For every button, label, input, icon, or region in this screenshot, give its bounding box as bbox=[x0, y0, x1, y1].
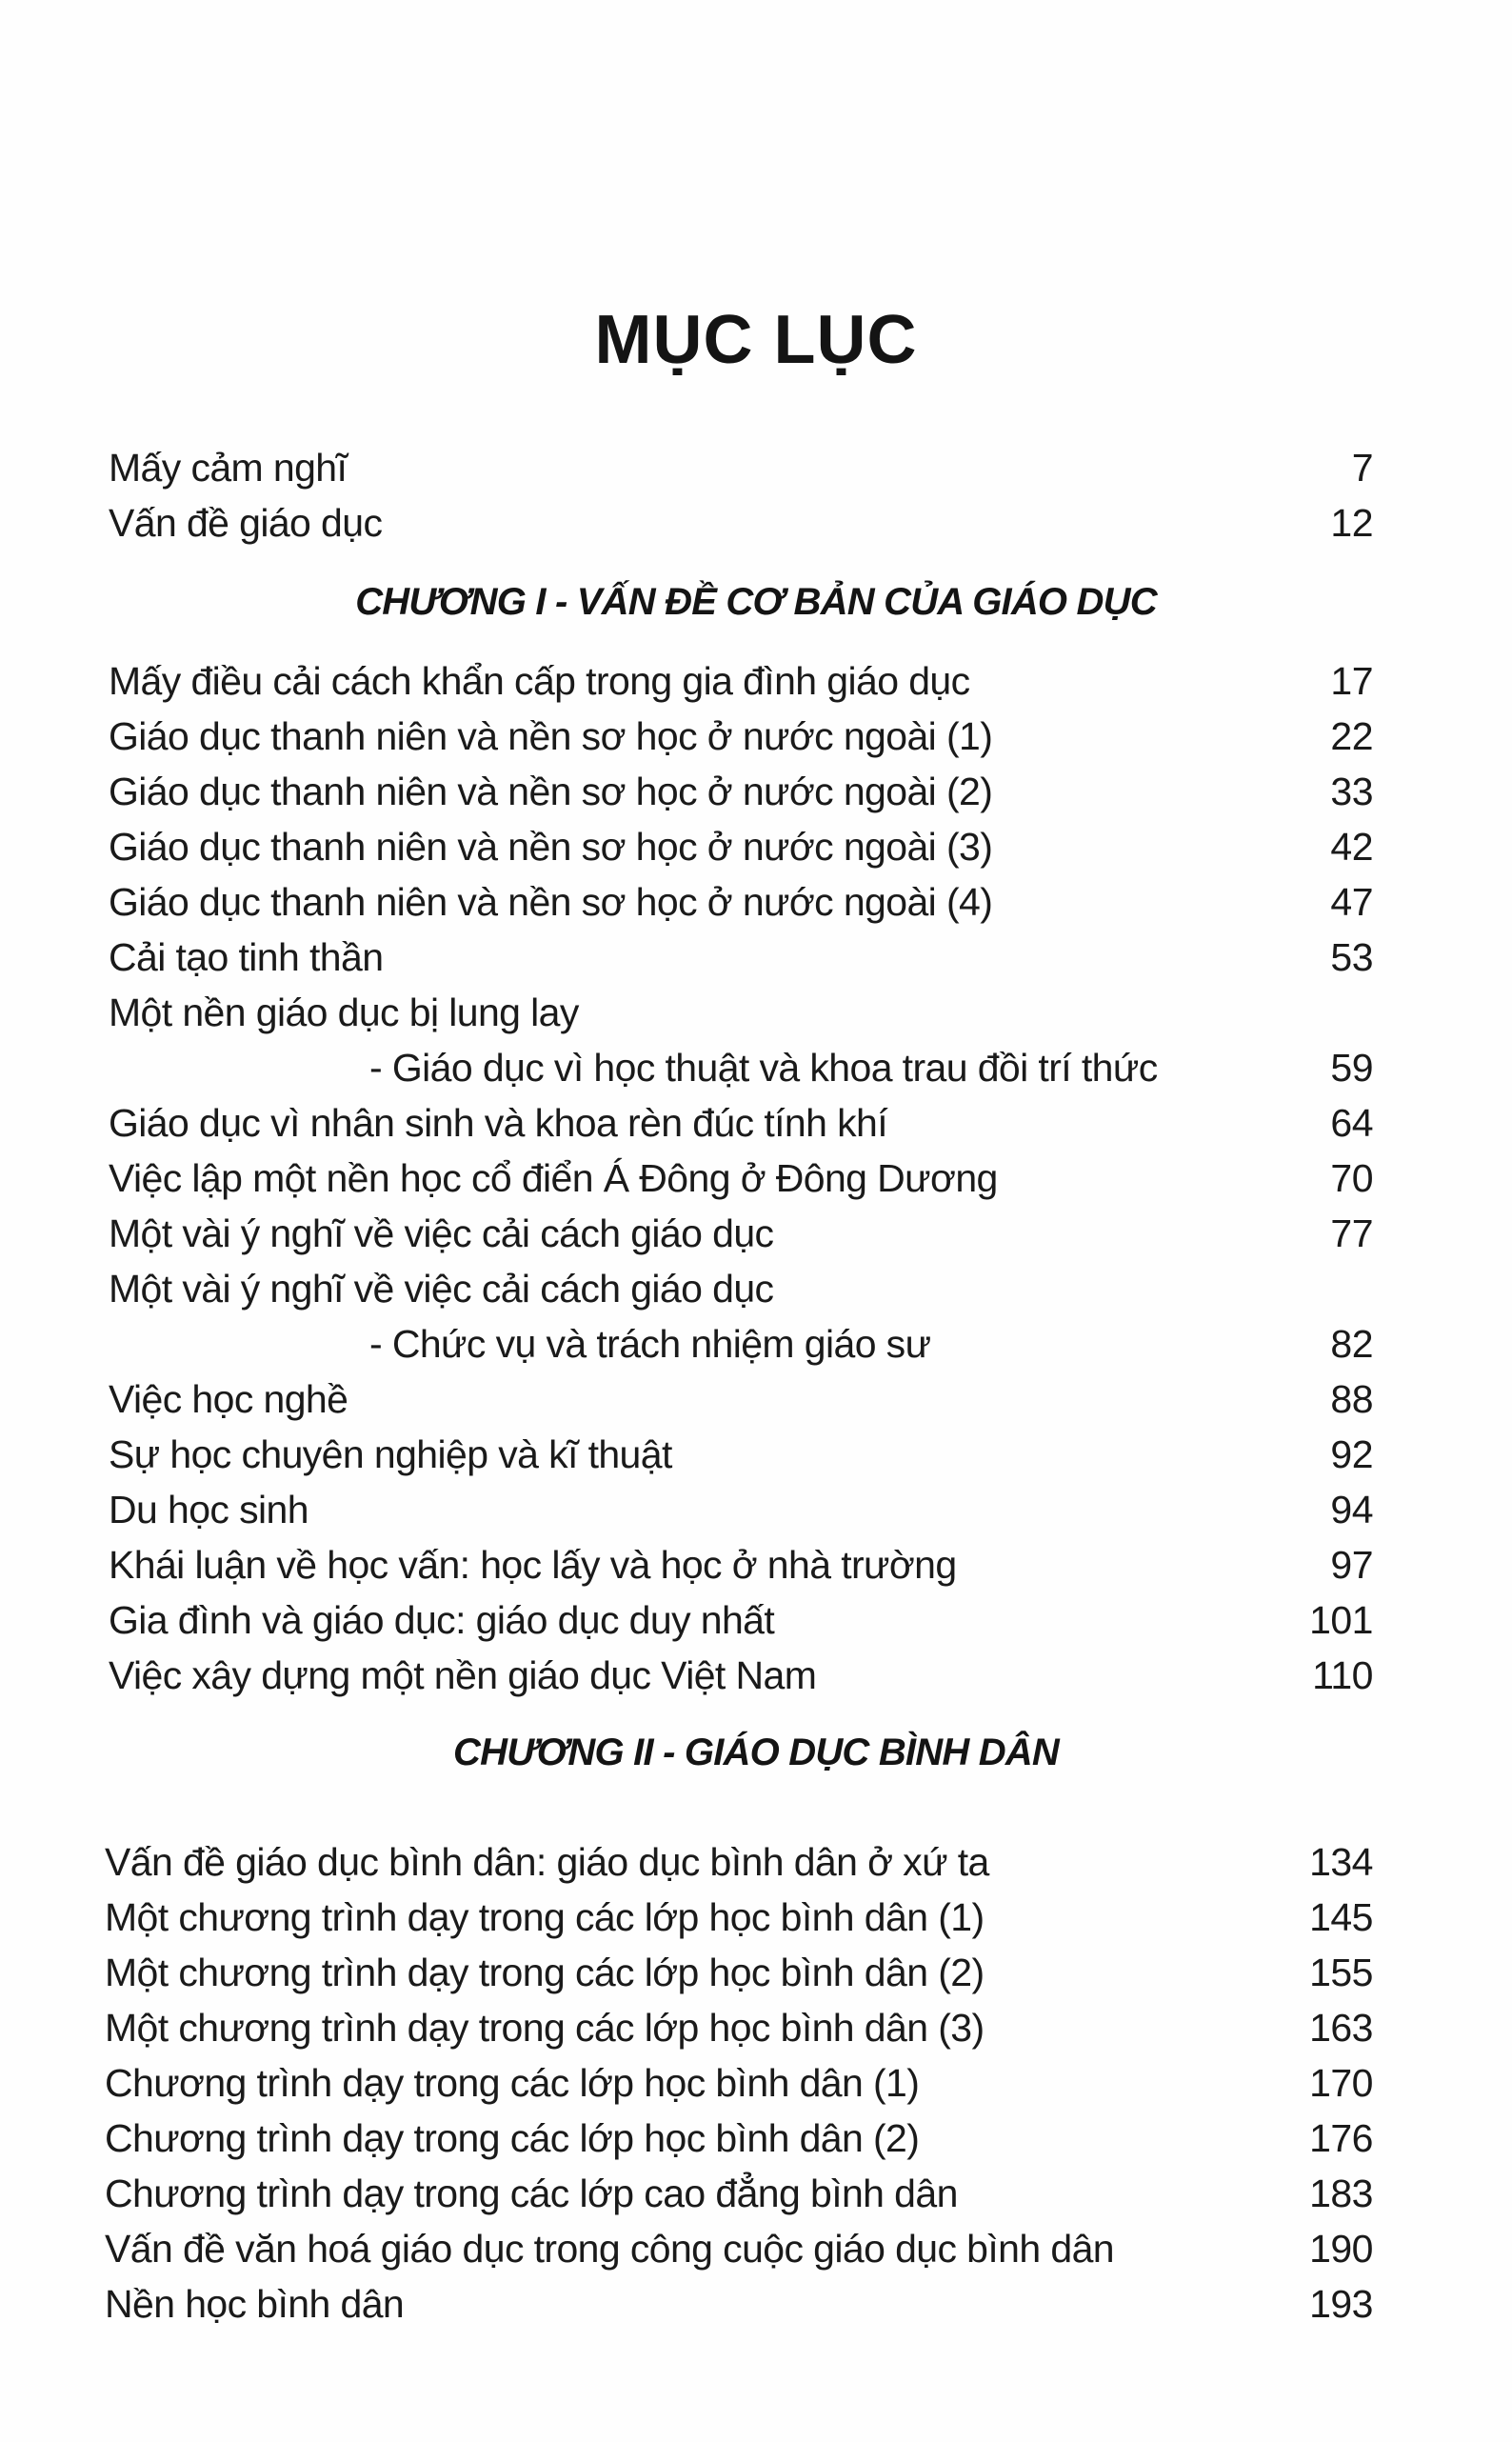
entry-page-number: 92 bbox=[1330, 1432, 1373, 1476]
toc-entry bbox=[0, 440, 1512, 495]
chapter-heading: CHƯƠNG I - VẤN ĐỀ CƠ BẢN CỦA GIÁO DỤC bbox=[355, 581, 1157, 623]
toc-entry bbox=[0, 2276, 1512, 2332]
entry-page-number: 70 bbox=[1330, 1156, 1373, 1200]
entry-title: Mấy cảm nghĩ bbox=[109, 446, 348, 490]
entry-page-number: 7 bbox=[1351, 446, 1373, 490]
entry-title: Giáo dục thanh niên và nền sơ học ở nước ngoài (4) bbox=[109, 880, 993, 924]
entry-title: Giáo dục thanh niên và nền sơ học ở nước ngoài (1) bbox=[109, 714, 993, 758]
toc-entry bbox=[0, 1648, 1512, 1703]
entry-title: Việc xây dựng một nền giáo dục Việt Nam bbox=[109, 1653, 817, 1697]
entry-page-number: 42 bbox=[1330, 825, 1373, 869]
entry-title: Chương trình dạy trong các lớp học bình dân (1) bbox=[105, 2061, 920, 2105]
entry-page-number: 176 bbox=[1309, 2116, 1373, 2160]
toc-entry bbox=[0, 1945, 1512, 2000]
toc-entry bbox=[0, 874, 1512, 930]
entry-title: Mấy điều cải cách khẩn cấp trong gia đình giáo dục bbox=[109, 659, 970, 703]
entry-title: Giáo dục thanh niên và nền sơ học ở nước ngoài (2) bbox=[109, 770, 993, 813]
page-title: MỤC LỤC bbox=[594, 302, 918, 379]
entry-title: Khái luận về học vấn: học lấy và học ở nhà trường bbox=[109, 1543, 957, 1587]
entry-title: Nền học bình dân bbox=[105, 2282, 405, 2326]
toc-entry bbox=[0, 1151, 1512, 1206]
entry-title: - Giáo dục vì học thuật và khoa trau đồi trí thức bbox=[369, 1046, 1158, 1090]
entry-title: Vấn đề văn hoá giáo dục trong công cuộc giáo dục bình dân bbox=[105, 2227, 1114, 2271]
toc-entry bbox=[0, 1095, 1512, 1151]
entry-title: Giáo dục thanh niên và nền sơ học ở nước ngoài (3) bbox=[109, 825, 993, 869]
entry-title: Du học sinh bbox=[109, 1488, 308, 1531]
entry-page-number: 145 bbox=[1309, 1895, 1373, 1939]
entry-page-number: 163 bbox=[1309, 2006, 1373, 2050]
toc-entry bbox=[0, 2111, 1512, 2166]
entry-page-number: 101 bbox=[1309, 1598, 1373, 1642]
entry-page-number: 190 bbox=[1309, 2227, 1373, 2271]
entry-page-number: 110 bbox=[1312, 1653, 1373, 1697]
toc-entry bbox=[0, 1890, 1512, 1945]
entry-page-number: 170 bbox=[1309, 2061, 1373, 2105]
entry-page-number: 193 bbox=[1309, 2282, 1373, 2326]
toc-entry bbox=[0, 709, 1512, 764]
entry-title: Một chương trình dạy trong các lớp học bình dân (3) bbox=[105, 2006, 985, 2050]
toc-entry bbox=[0, 2166, 1512, 2221]
chapter-heading: CHƯƠNG II - GIÁO DỤC BÌNH DÂN bbox=[453, 1731, 1059, 1773]
entry-page-number: 22 bbox=[1330, 714, 1373, 758]
entry-title: Chương trình dạy trong các lớp học bình dân (2) bbox=[105, 2116, 920, 2160]
entry-title: Việc lập một nền học cổ điển Á Đông ở Đông Dương bbox=[109, 1156, 998, 1200]
toc-entry bbox=[0, 495, 1512, 550]
toc-entry bbox=[0, 1371, 1512, 1427]
entry-title: - Chức vụ và trách nhiệm giáo sư bbox=[369, 1322, 931, 1366]
entry-title: Vấn đề giáo dục bình dân: giáo dục bình dân ở xứ ta bbox=[105, 1840, 989, 1884]
entry-page-number: 82 bbox=[1330, 1322, 1373, 1366]
entry-title: Vấn đề giáo dục bbox=[109, 501, 383, 545]
table-of-contents bbox=[0, 440, 1512, 2332]
entry-page-number: 12 bbox=[1330, 501, 1373, 545]
toc-entry bbox=[0, 1206, 1512, 1261]
entry-page-number: 88 bbox=[1330, 1377, 1373, 1421]
toc-entry bbox=[0, 819, 1512, 874]
entry-page-number: 47 bbox=[1330, 880, 1373, 924]
toc-entry bbox=[0, 1834, 1512, 1890]
entry-title: Cải tạo tinh thần bbox=[109, 935, 384, 979]
entry-title: Một chương trình dạy trong các lớp học bình dân (2) bbox=[105, 1951, 985, 1994]
toc-entry bbox=[0, 930, 1512, 985]
entry-title: Gia đình và giáo dục: giáo dục duy nhất bbox=[109, 1598, 775, 1642]
entry-page-number: 33 bbox=[1330, 770, 1373, 813]
entry-title: Việc học nghề bbox=[109, 1377, 348, 1421]
toc-entry bbox=[0, 1040, 1512, 1095]
toc-entry bbox=[0, 764, 1512, 819]
toc-entry bbox=[0, 1537, 1512, 1592]
entry-page-number: 94 bbox=[1330, 1488, 1373, 1531]
entry-title: Sự học chuyên nghiệp và kĩ thuật bbox=[109, 1432, 672, 1476]
entry-page-number: 97 bbox=[1330, 1543, 1373, 1587]
entry-page-number: 17 bbox=[1330, 659, 1373, 703]
entry-page-number: 183 bbox=[1309, 2172, 1373, 2215]
toc-entry bbox=[0, 1427, 1512, 1482]
toc-entry bbox=[0, 653, 1512, 709]
entry-page-number: 134 bbox=[1309, 1840, 1373, 1884]
toc-entry bbox=[0, 985, 1512, 1040]
entry-title: Giáo dục vì nhân sinh và khoa rèn đúc tính khí bbox=[109, 1101, 887, 1145]
toc-entry bbox=[0, 2221, 1512, 2276]
entry-page-number: 77 bbox=[1330, 1211, 1373, 1255]
toc-entry bbox=[0, 1316, 1512, 1371]
toc-entry bbox=[0, 2000, 1512, 2055]
entry-title: Chương trình dạy trong các lớp cao đẳng bình dân bbox=[105, 2172, 958, 2215]
entry-page-number: 64 bbox=[1330, 1101, 1373, 1145]
entry-title: Một chương trình dạy trong các lớp học bình dân (1) bbox=[105, 1895, 985, 1939]
toc-entry bbox=[0, 1592, 1512, 1648]
entry-page-number: 53 bbox=[1330, 935, 1373, 979]
toc-entry bbox=[0, 1482, 1512, 1537]
entry-title: Một vài ý nghĩ về việc cải cách giáo dục bbox=[109, 1267, 774, 1311]
entry-page-number: 155 bbox=[1309, 1951, 1373, 1994]
toc-entry bbox=[0, 1261, 1512, 1316]
toc-entry bbox=[0, 2055, 1512, 2111]
entry-title: Một vài ý nghĩ về việc cải cách giáo dục bbox=[109, 1211, 774, 1255]
entry-title: Một nền giáo dục bị lung lay bbox=[109, 991, 579, 1034]
entry-page-number: 59 bbox=[1330, 1046, 1373, 1090]
